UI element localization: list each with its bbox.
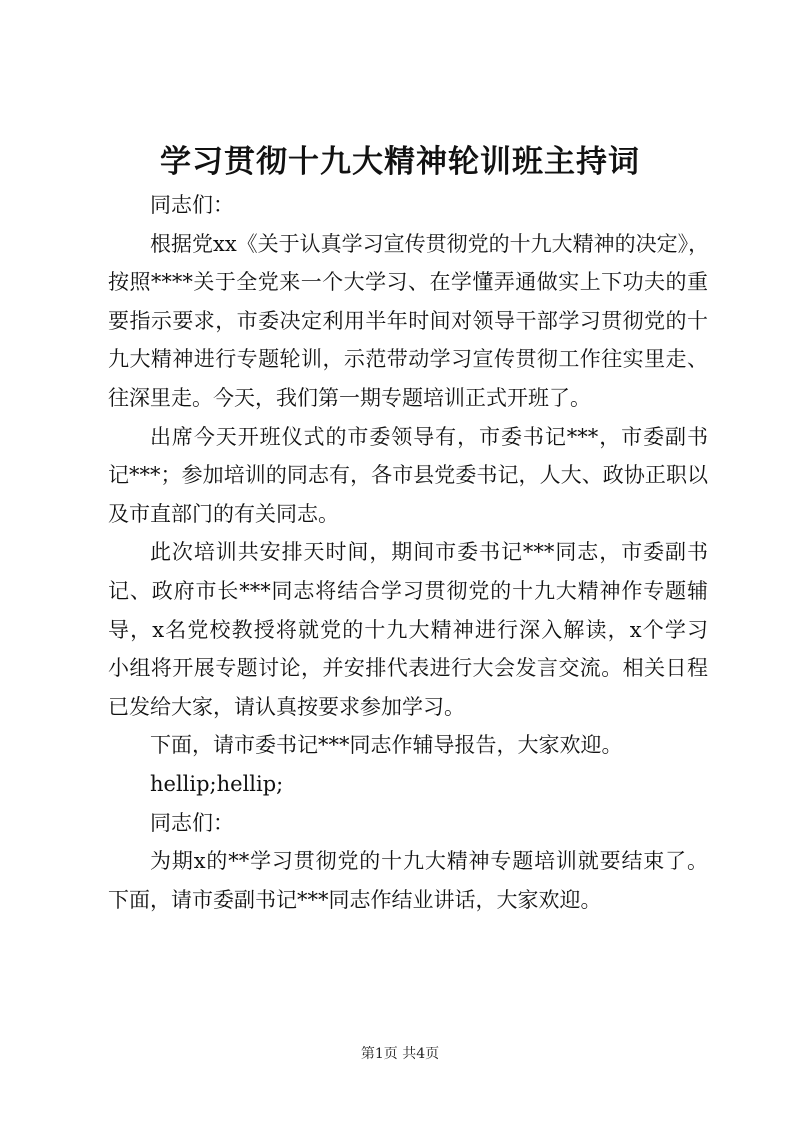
text-line: 九大精神进行专题轮训，示范带动学习宣传贯彻工作往实里走、 xyxy=(108,347,708,372)
page-footer: 第1页 共4页 xyxy=(360,1046,440,1062)
text-line: 下面，请市委副书记***同志作结业讲话，大家欢迎。 xyxy=(108,887,602,912)
text-line: 为期x的**学习贯彻党的十九大精神专题培训就要结束了。 xyxy=(150,849,708,874)
text-line: 出席今天开班仪式的市委领导有，市委书记***，市委副书 xyxy=(150,424,708,449)
text-line: 导，x名党校教授将就党的十九大精神进行深入解读，x个学习 xyxy=(108,617,708,642)
text-line: hellip;hellip; xyxy=(150,771,284,796)
document-body xyxy=(108,186,708,919)
text-line: 及市直部门的有关同志。 xyxy=(108,501,339,526)
text-line: 记、政府市长***同志将结合学习贯彻党的十九大精神作专题辅 xyxy=(108,578,708,603)
text-line: 此次培训共安排天时间，期间市委书记***同志，市委副书 xyxy=(150,540,708,565)
text-line: 记***；参加培训的同志有，各市县党委书记，人大、政协正职以 xyxy=(108,463,708,488)
text-line: 要指示要求，市委决定利用半年时间对领导干部学习贯彻党的十 xyxy=(108,308,708,333)
text-line: 同志们： xyxy=(150,193,234,217)
text-line: 根据党xx《关于认真学习宣传贯彻党的十九大精神的决定》， xyxy=(150,231,710,256)
text-line: 同志们： xyxy=(150,810,234,835)
text-line: 往深里走。今天，我们第一期专题培训正式开班了。 xyxy=(108,385,591,410)
document-title: 学习贯彻十九大精神轮训班主持词 xyxy=(160,144,640,180)
text-line: 按照****关于全党来一个大学习、在学懂弄通做实上下功夫的重 xyxy=(108,270,708,295)
text-line: 已发给大家，请认真按要求参加学习。 xyxy=(108,694,465,719)
text-line: 下面，请市委书记***同志作辅导报告，大家欢迎。 xyxy=(150,733,623,758)
text-line: 小组将开展专题讨论，并安排代表进行大会发言交流。相关日程 xyxy=(108,656,708,681)
